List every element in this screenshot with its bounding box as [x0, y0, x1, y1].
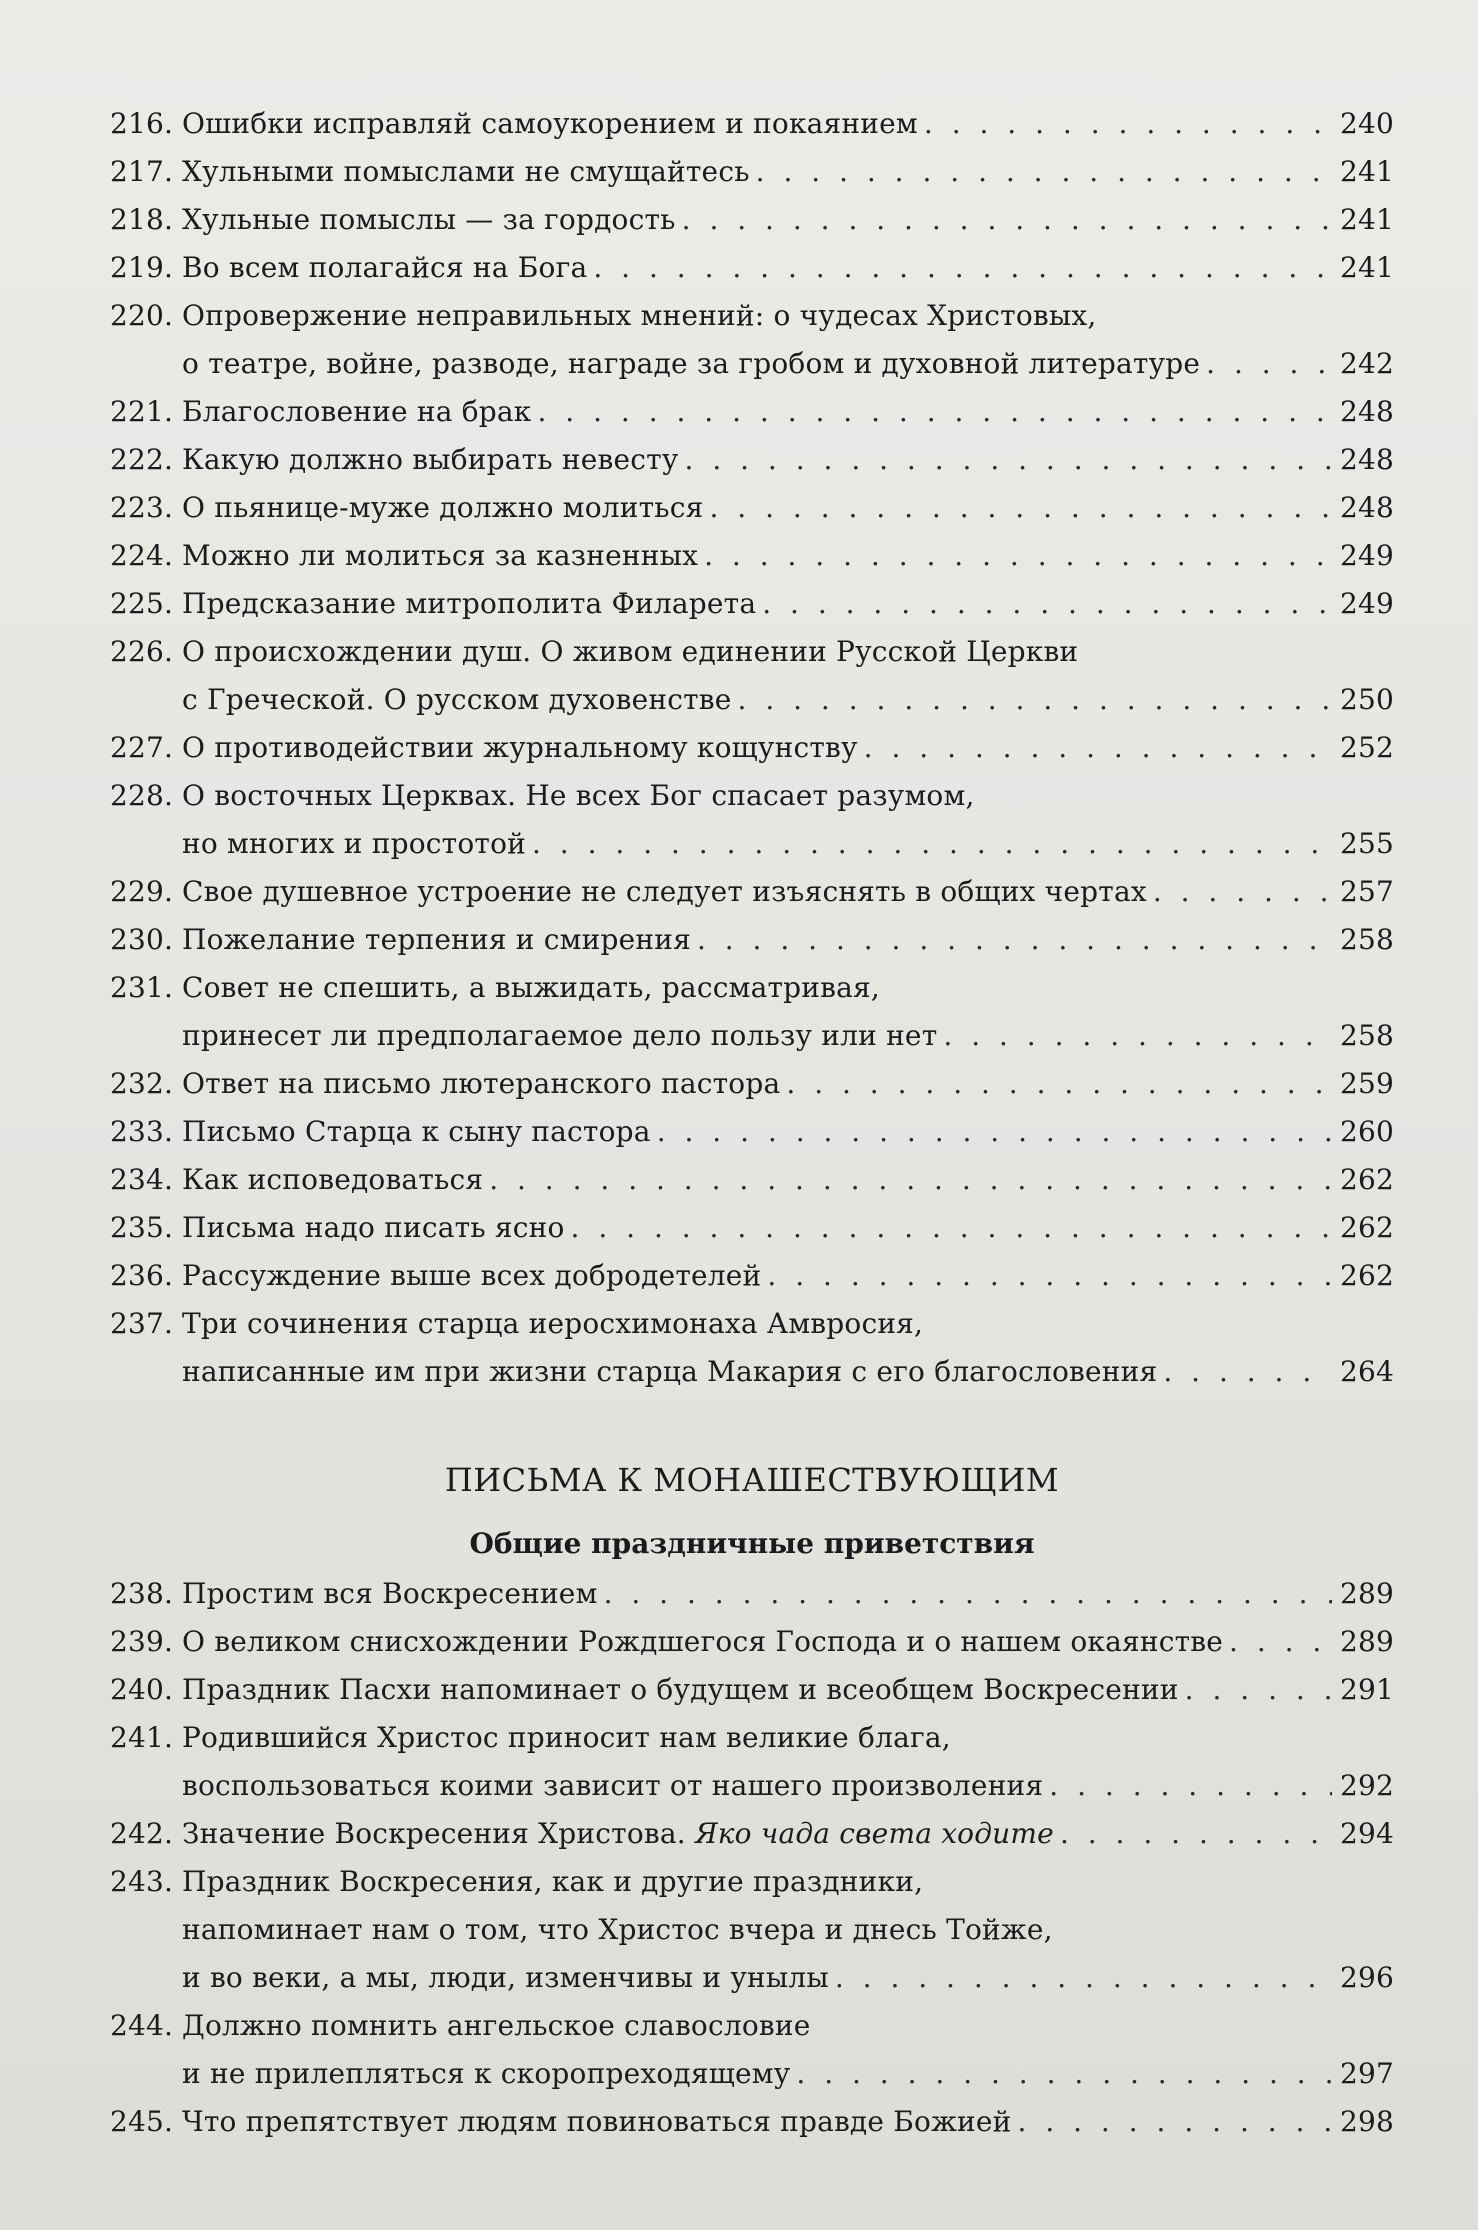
entry-title-line: О пьянице-муже должно молиться: [182, 491, 704, 524]
entry-number: 236.: [110, 1259, 174, 1292]
toc-entry: [110, 628, 1394, 724]
toc-entry: [110, 1300, 1394, 1396]
entry-title-line: воспользоваться коими зависит от нашего произволения: [182, 1769, 1044, 1802]
dot-leader: [657, 1108, 1332, 1156]
entry-title-line: О происхождении душ. О живом единении Русской Церкви: [182, 635, 1079, 668]
dot-leader: [762, 580, 1332, 628]
entry-title-line: Что препятствует людям повиноваться правде Божией: [182, 2105, 1012, 2138]
dot-leader: [697, 916, 1332, 964]
dot-leader: [924, 100, 1332, 148]
page-number: 249: [1339, 587, 1394, 620]
page-number: 241: [1339, 251, 1394, 284]
entry-title-line: Значение Воскресения Христова.: [182, 1817, 686, 1850]
toc-entry: [110, 772, 1394, 868]
entry-number: 245.: [110, 2105, 174, 2138]
entry-title-line: написанные им при жизни старца Макария с его благословения: [182, 1355, 1158, 1388]
dot-leader: [710, 484, 1332, 532]
entry-number: 242.: [110, 1817, 174, 1850]
entry-number: 223.: [110, 491, 174, 524]
dot-leader: [864, 724, 1332, 772]
entry-number: 220.: [110, 299, 174, 332]
toc-entry: [110, 1108, 1394, 1156]
entry-title-line: Письмо Старца к сыну пастора: [182, 1115, 651, 1148]
entry-title-line: Свое душевное устроение не следует изъяснять в общих чертах: [182, 875, 1147, 908]
entry-title-line: Письма надо писать ясно: [182, 1211, 565, 1244]
entry-number: 234.: [110, 1163, 174, 1196]
toc-entry: [110, 1060, 1394, 1108]
entry-title-line: напоминает нам о том, что Христос вчера и днесь Тойже,: [182, 1913, 1053, 1946]
entry-title-line: Какую должно выбирать невесту: [182, 443, 679, 476]
entry-title-line: с Греческой. О русском духовенстве: [182, 683, 732, 716]
page-number: 242: [1339, 347, 1394, 380]
dot-leader: [756, 148, 1332, 196]
entry-number: 230.: [110, 923, 174, 956]
dot-leader: [1049, 1762, 1332, 1810]
page-number: 292: [1339, 1769, 1394, 1802]
entry-title-line: Праздник Воскресения, как и другие праздники,: [182, 1865, 924, 1898]
entry-number: 219.: [110, 251, 174, 284]
dot-leader: [704, 532, 1332, 580]
dot-leader: [593, 244, 1332, 292]
dot-leader: [1229, 1618, 1332, 1666]
toc-entry: [110, 2098, 1394, 2146]
entry-title-line: Хульными помыслами не смущайтесь: [182, 155, 750, 188]
toc-entry: [110, 1714, 1394, 1810]
toc-entry: [110, 148, 1394, 196]
page-number: 260: [1339, 1115, 1394, 1148]
toc-entry: [110, 1570, 1394, 1618]
dot-leader: [682, 196, 1332, 244]
page-number: 262: [1339, 1163, 1394, 1196]
entry-title-line: принесет ли предполагаемое дело пользу или нет: [182, 1019, 938, 1052]
toc-entry: [110, 196, 1394, 244]
entry-title-line: о театре, войне, разводе, награде за гробом и духовной литературе: [182, 347, 1201, 380]
entry-number: 228.: [110, 779, 174, 812]
page-number: 248: [1339, 395, 1394, 428]
page-number: 240: [1339, 107, 1394, 140]
dot-leader: [1018, 2098, 1332, 2146]
dot-leader: [532, 820, 1332, 868]
entry-number: 226.: [110, 635, 174, 668]
entry-number: 218.: [110, 203, 174, 236]
entry-number: 233.: [110, 1115, 174, 1148]
page-number: 289: [1339, 1577, 1394, 1610]
dot-leader: [1060, 1810, 1332, 1858]
entry-title-line: Три сочинения старца иеросхимонаха Амвросия,: [182, 1307, 924, 1340]
entry-number: 237.: [110, 1307, 174, 1340]
toc-entry: [110, 2002, 1394, 2098]
page-number: 259: [1339, 1067, 1394, 1100]
entry-number: 229.: [110, 875, 174, 908]
entry-title-line: О великом снисхождении Рождшегося Господа и о нашем окаянстве: [182, 1625, 1224, 1658]
dot-leader: [835, 1954, 1332, 2002]
page-number: 249: [1339, 539, 1394, 572]
dot-leader: [786, 1060, 1332, 1108]
dot-leader: [489, 1156, 1332, 1204]
toc-entry: [110, 1204, 1394, 1252]
entry-number: 235.: [110, 1211, 174, 1244]
entry-title-line: Как исповедоваться: [182, 1163, 484, 1196]
toc-entry: [110, 532, 1394, 580]
page-number: 257: [1339, 875, 1394, 908]
toc-entry: [110, 724, 1394, 772]
toc-entry: [110, 868, 1394, 916]
entry-title-line: О противодействии журнальному кощунству: [182, 731, 858, 764]
entry-title-line: Хульные помыслы — за гордость: [182, 203, 676, 236]
page-number: 248: [1339, 491, 1394, 524]
toc-entry: [110, 964, 1394, 1060]
toc-list-general: [110, 100, 1394, 1396]
entry-number: 239.: [110, 1625, 174, 1658]
dot-leader: [604, 1570, 1332, 1618]
page-number: 241: [1339, 155, 1394, 188]
entry-number: 232.: [110, 1067, 174, 1100]
page-number: 296: [1339, 1961, 1394, 1994]
entry-title-line: Родившийся Христос приносит нам великие блага,: [182, 1721, 951, 1754]
toc-entry: [110, 292, 1394, 388]
toc-entry: [110, 580, 1394, 628]
toc-list-monastic: [110, 1570, 1394, 2146]
page-number: 294: [1339, 1817, 1394, 1850]
dot-leader: [1206, 340, 1332, 388]
dot-leader: [796, 2050, 1332, 2098]
page-number: 258: [1339, 1019, 1394, 1052]
entry-title-line: Благословение на брак: [182, 395, 532, 428]
entry-title-line: но многих и простотой: [182, 827, 526, 860]
entry-title-line: Пожелание терпения и смирения: [182, 923, 691, 956]
entry-number: 224.: [110, 539, 174, 572]
toc-entry: [110, 916, 1394, 964]
toc-entry: [110, 484, 1394, 532]
toc-entry: [110, 1858, 1394, 2002]
dot-leader: [1185, 1666, 1332, 1714]
page-number: 241: [1339, 203, 1394, 236]
entry-number: 216.: [110, 107, 174, 140]
page-number: 252: [1339, 731, 1394, 764]
entry-number: 244.: [110, 2009, 174, 2042]
entry-title-line: Можно ли молиться за казненных: [182, 539, 699, 572]
entry-title-italic: Яко чада света ходите: [694, 1817, 1054, 1850]
toc-entry: [110, 1810, 1394, 1858]
entry-title-line: Во всем полагайся на Бога: [182, 251, 588, 284]
entry-title-line: и во веки, а мы, люди, изменчивы и унылы: [182, 1961, 829, 1994]
entry-number: 227.: [110, 731, 174, 764]
dot-leader: [571, 1204, 1332, 1252]
entry-title-line: Ответ на письмо лютеранского пастора: [182, 1067, 781, 1100]
toc-entry: [110, 1618, 1394, 1666]
section-title: ПИСЬМА К МОНАШЕСТВУЮЩИМ: [444, 1461, 1060, 1499]
page-number: 289: [1339, 1625, 1394, 1658]
entry-title-line: Опровержение неправильных мнений: о чудесах Христовых,: [182, 299, 1097, 332]
page-number: 258: [1339, 923, 1394, 956]
entry-title-line: Простим вся Воскресением: [182, 1577, 598, 1610]
page-number: 262: [1339, 1211, 1394, 1244]
page-number: 298: [1339, 2105, 1394, 2138]
entry-number: 241.: [110, 1721, 174, 1754]
page-number: 250: [1339, 683, 1394, 716]
dot-leader: [537, 388, 1331, 436]
entry-number: 240.: [110, 1673, 174, 1706]
entry-number: 231.: [110, 971, 174, 1004]
entry-title-line: Рассуждение выше всех добродетелей: [182, 1259, 762, 1292]
entry-number: 221.: [110, 395, 174, 428]
dot-leader: [738, 676, 1332, 724]
page-number: 291: [1339, 1673, 1394, 1706]
toc-entry: [110, 1252, 1394, 1300]
dot-leader: [1163, 1348, 1332, 1396]
entry-number: 243.: [110, 1865, 174, 1898]
toc-entry: [110, 100, 1394, 148]
page-number: 255: [1339, 827, 1394, 860]
entry-number: 222.: [110, 443, 174, 476]
entry-title-line: О восточных Церквах. Не всех Бог спасает разумом,: [182, 779, 975, 812]
entry-title-line: Должно помнить ангельское славословие: [182, 2009, 811, 2042]
dot-leader: [1153, 868, 1332, 916]
toc-entry: [110, 436, 1394, 484]
page-number: 262: [1339, 1259, 1394, 1292]
entry-title-line: Праздник Пасхи напоминает о будущем и всеобщем Воскресении: [182, 1673, 1179, 1706]
page-number: 248: [1339, 443, 1394, 476]
entry-title-line: Ошибки исправляй самоукорением и покаянием: [182, 107, 918, 140]
entry-title-line: Совет не спешить, а выжидать, рассматривая,: [182, 971, 880, 1004]
page-number: 297: [1339, 2057, 1394, 2090]
toc-entry: [110, 1156, 1394, 1204]
page-number: 264: [1339, 1355, 1394, 1388]
entry-number: 225.: [110, 587, 174, 620]
dot-leader: [767, 1252, 1332, 1300]
dot-leader: [685, 436, 1332, 484]
dot-leader: [943, 1012, 1332, 1060]
entry-title-line: и не прилепляться к скоропреходящему: [182, 2057, 791, 2090]
toc-entry: [110, 1666, 1394, 1714]
toc-entry: [110, 388, 1394, 436]
entry-number: 238.: [110, 1577, 174, 1610]
entry-number: 217.: [110, 155, 174, 188]
toc-entry: [110, 244, 1394, 292]
table-of-contents: [110, 100, 1394, 2146]
entry-title-line: Предсказание митрополита Филарета: [182, 587, 757, 620]
subsection-title: Общие праздничные приветствия: [469, 1527, 1035, 1560]
